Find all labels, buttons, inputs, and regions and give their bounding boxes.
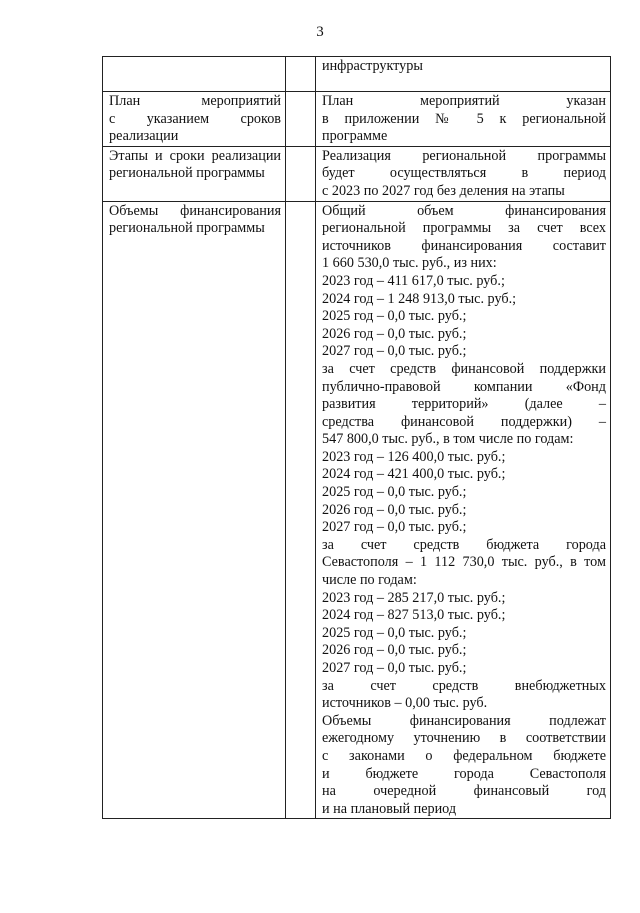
row-label-cell	[103, 92, 286, 147]
text-line: инфраструктуры	[322, 58, 423, 74]
text-line: 2023 год – 126 400,0 тыс. руб.;	[322, 448, 506, 465]
spacer-cell	[286, 146, 316, 201]
text-line: и на плановый период	[322, 800, 457, 817]
text-line: 2025 год – 0,0 тыс. руб.;	[322, 484, 467, 501]
text-line: источников финансирования составит	[322, 237, 606, 254]
text-line: 2024 год – 827 513,0 тыс. руб.;	[322, 607, 506, 624]
text-line: средства финансовой поддержки) –	[322, 413, 606, 430]
text-line: за счет средств внебюджетных	[322, 677, 606, 694]
text-line: региональной программы	[109, 220, 265, 237]
text-line: 2027 год – 0,0 тыс. руб.;	[322, 519, 467, 536]
text-line: План мероприятий	[109, 93, 281, 109]
row-label-cell	[103, 201, 286, 819]
text-line: программе	[322, 128, 388, 145]
row-value-cell	[316, 92, 611, 147]
row-label-cell	[103, 57, 286, 92]
text-line: 2027 год – 0,0 тыс. руб.;	[322, 343, 467, 360]
text-line: региональной программы за счет всех	[322, 220, 606, 237]
spacer-cell	[286, 201, 316, 819]
text-line: 547 800,0 тыс. руб., в том числе по годам:	[322, 431, 574, 448]
text-line: развития территорий» (далее –	[322, 396, 606, 413]
text-line: 2026 год – 0,0 тыс. руб.;	[322, 642, 467, 659]
text-line: будет осуществляться в период	[322, 165, 606, 182]
table-row	[103, 146, 611, 201]
text-line: 2025 год – 0,0 тыс. руб.;	[322, 308, 467, 325]
text-line: Общий объем финансирования	[322, 202, 606, 219]
text-line: Объемы финансирования подлежат	[322, 712, 606, 729]
text-line: на очередной финансовый год	[322, 783, 606, 800]
text-line: с 2023 по 2027 год без деления на этапы	[322, 182, 565, 199]
text-line: источников – 0,00 тыс. руб.	[322, 695, 488, 712]
table-row	[103, 57, 611, 92]
row-value-cell	[316, 201, 611, 819]
text-line: за счет средств финансовой поддержки	[322, 360, 606, 377]
row-value-cell	[316, 57, 611, 92]
text-line: 2024 год – 1 248 913,0 тыс. руб.;	[322, 290, 517, 307]
text-line: ежегодному уточнению в соответствии	[322, 730, 606, 747]
text-line: 2026 год – 0,0 тыс. руб.;	[322, 501, 467, 518]
text-line: с законами о федеральном бюджете	[322, 747, 606, 764]
text-line: с указанием сроков	[109, 110, 281, 127]
text-line: Севастополя – 1 112 730,0 тыс. руб., в том	[322, 554, 606, 571]
text-line: 2024 год – 421 400,0 тыс. руб.;	[322, 466, 506, 483]
text-line: Этапы и сроки реализации	[109, 147, 281, 164]
text-line: за счет средств бюджета города	[322, 536, 606, 553]
text-line: Реализация региональной программы	[322, 147, 606, 164]
text-line: числе по годам:	[322, 572, 417, 589]
text-line: 2027 год – 0,0 тыс. руб.;	[322, 660, 467, 676]
spacer-cell	[286, 57, 316, 92]
text-line: 2025 год – 0,0 тыс. руб.;	[322, 624, 467, 641]
page-number: 3	[316, 24, 324, 40]
text-line: 2023 год – 285 217,0 тыс. руб.;	[322, 589, 506, 606]
row-label-cell	[103, 146, 286, 201]
text-line: и бюджете города Севастополя	[322, 765, 606, 782]
text-line: 2023 год – 411 617,0 тыс. руб.;	[322, 272, 505, 289]
text-line: Объемы финансирования	[109, 202, 281, 219]
text-line: в приложении № 5 к региональной	[322, 110, 606, 127]
text-line: План мероприятий указан	[322, 93, 606, 109]
text-line: публично-правовой компании «Фонд	[322, 378, 606, 395]
table-row	[103, 92, 611, 147]
spacer-cell	[286, 92, 316, 147]
text-line: региональной программы	[109, 165, 265, 182]
text-line: реализации	[109, 128, 179, 145]
text-line: 2026 год – 0,0 тыс. руб.;	[322, 325, 467, 342]
program-passport-table	[102, 56, 611, 819]
text-line: 1 660 530,0 тыс. руб., из них:	[322, 255, 497, 272]
row-value-cell	[316, 146, 611, 201]
table-row	[103, 201, 611, 819]
